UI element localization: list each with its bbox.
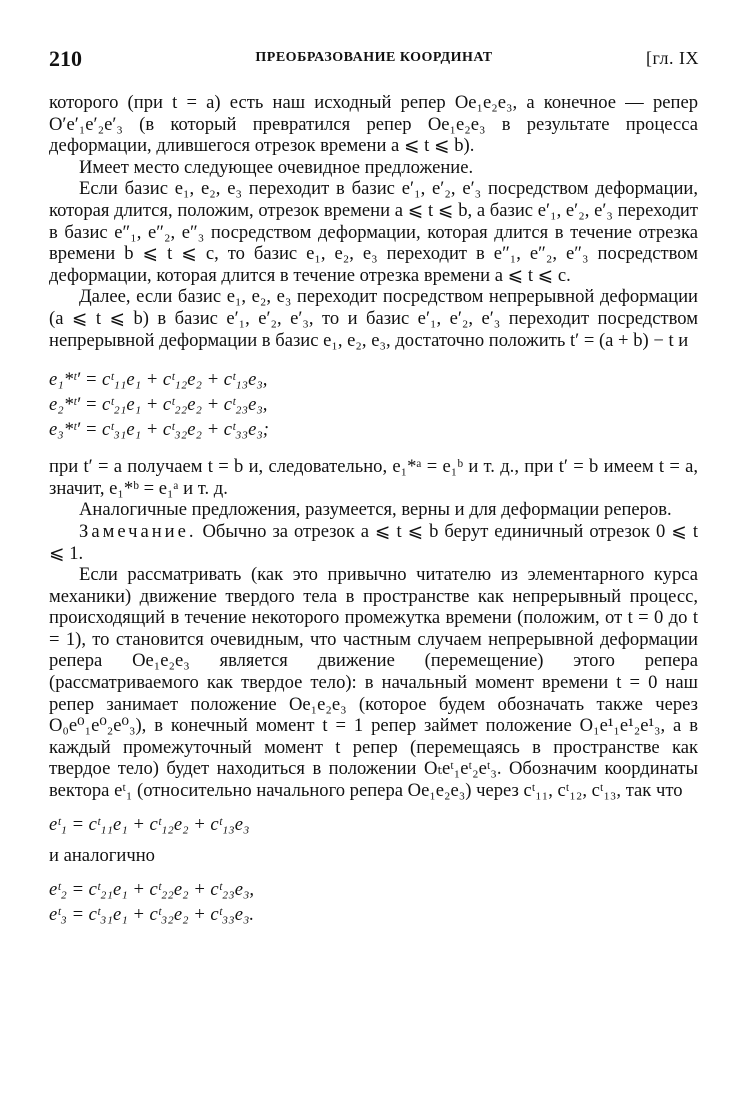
- equation-block: [49, 814, 698, 836]
- equation: eᵗ₃ = cᵗ₃₁e₁ + cᵗ₃₂e₂ + cᵗ₃₃e₃.: [49, 903, 255, 925]
- remark-paragraph: [49, 521, 698, 564]
- paragraph: при t′ = a получаем t = b и, следовательно, e₁*ᵃ = e₁ᵇ и т. д., при t′ = b имеем t = a, значит, e₁*ᵇ = e₁ᵃ и т. д.: [49, 456, 698, 499]
- remark-text: Обычно за отрезок a ⩽ t ⩽ b берут единичный отрезок 0 ⩽ t ⩽ 1.: [49, 520, 698, 564]
- paragraph: Аналогичные предложения, разумеется, верны и для деформации реперов.: [79, 499, 672, 521]
- page-number: 210: [49, 46, 82, 71]
- paragraph: и аналогично: [49, 845, 155, 867]
- equation-block: [49, 877, 698, 927]
- paragraph: Далее, если базис e₁, e₂, e₃ переходит посредством непрерывной деформации (a ⩽ t ⩽ b) в базис e′₁, e′₂, e′₃, то и базис e′₁, e′₂, e′₃ переходит посредством непрерывной деформации в базис e₁, e₂, e₃, достаточно положить t′ = (a + b) − t и: [49, 286, 698, 351]
- equation: eᵗ₂ = cᵗ₂₁e₁ + cᵗ₂₂e₂ + cᵗ₂₃e₃,: [49, 878, 255, 900]
- equation: e₃*ᵗ′ = cᵗ₃₁e₁ + cᵗ₃₂e₂ + cᵗ₃₃e₃;: [49, 419, 269, 441]
- equation: e₁*ᵗ′ = cᵗ₁₁e₁ + cᵗ₁₂e₂ + cᵗ₁₃e₃,: [49, 369, 268, 391]
- page-body: [49, 92, 698, 927]
- paragraph: Если базис e₁, e₂, e₃ переходит в базис e′₁, e′₂, e′₃ посредством деформации, которая длится, положим, отрезок времени a ⩽ t ⩽ b, а базис e′₁, e′₂, e′₃ переходит в базис e″₁, e″₂, e″₃ посредством деформации, которая длится в течение отрезка времени b ⩽ t ⩽ c, то базис e₁, e₂, e₃ переходит в e″₁, e″₂, e″₃ посредством деформации, которая длится в течение отрезка времени a ⩽ t ⩽ c.: [49, 178, 698, 286]
- paragraph: Если рассматривать (как это привычно читателю из элементарного курса механики) движение твердого тела в пространстве как непрерывный процесс, происходящий в течение некоторого промежутка времени (положим, от t = 0 до t = 1), то становится очевидным, что частным случаем непрерывной деформации репера Oe₁e₂e₃ является движение (перемещение) этого репера (рассматриваемого как твердое тело): в начальный момент времени t = 0 наш репер занимает положение Oe₁e₂e₃ (которое будем обозначать также через O₀e⁰₁e⁰₂e⁰₃), в конечный момент t = 1 репер займет положение O₁e¹₁e¹₂e¹₃, а в каждый промежуточный момент t репер (перемещаясь в пространстве как твердое тело) будет находиться в положении Oₜeᵗ₁eᵗ₂eᵗ₃. Обозначим координаты вектора eᵗ₁ (относительно начального репера Oe₁e₂e₃) через cᵗ₁₁, cᵗ₁₂, cᵗ₁₃, так что: [49, 564, 698, 802]
- page-header: [49, 46, 699, 76]
- chapter-label: [гл. IX: [646, 48, 699, 68]
- running-title: ПРЕОБРАЗОВАНИЕ КООРДИНАТ: [255, 50, 493, 65]
- remark-label: Замечание.: [79, 520, 197, 542]
- paragraph: Имеет место следующее очевидное предложение.: [79, 156, 474, 178]
- equation-block: [49, 367, 698, 442]
- equation: e₂*ᵗ′ = cᵗ₂₁e₁ + cᵗ₂₂e₂ + cᵗ₂₃e₃,: [49, 394, 268, 416]
- paragraph: которого (при t = a) есть наш исходный репер Oe₁e₂e₃, а конечное — репер O′e′₁e′₂e′₃ (в который превратился репер Oe₁e₂e₃ в результате процесса деформации, длившегося отрезок времени a ⩽ t ⩽ b).: [49, 92, 698, 157]
- equation: eᵗ₁ = cᵗ₁₁e₁ + cᵗ₁₂e₂ + cᵗ₁₃e₃: [49, 813, 250, 835]
